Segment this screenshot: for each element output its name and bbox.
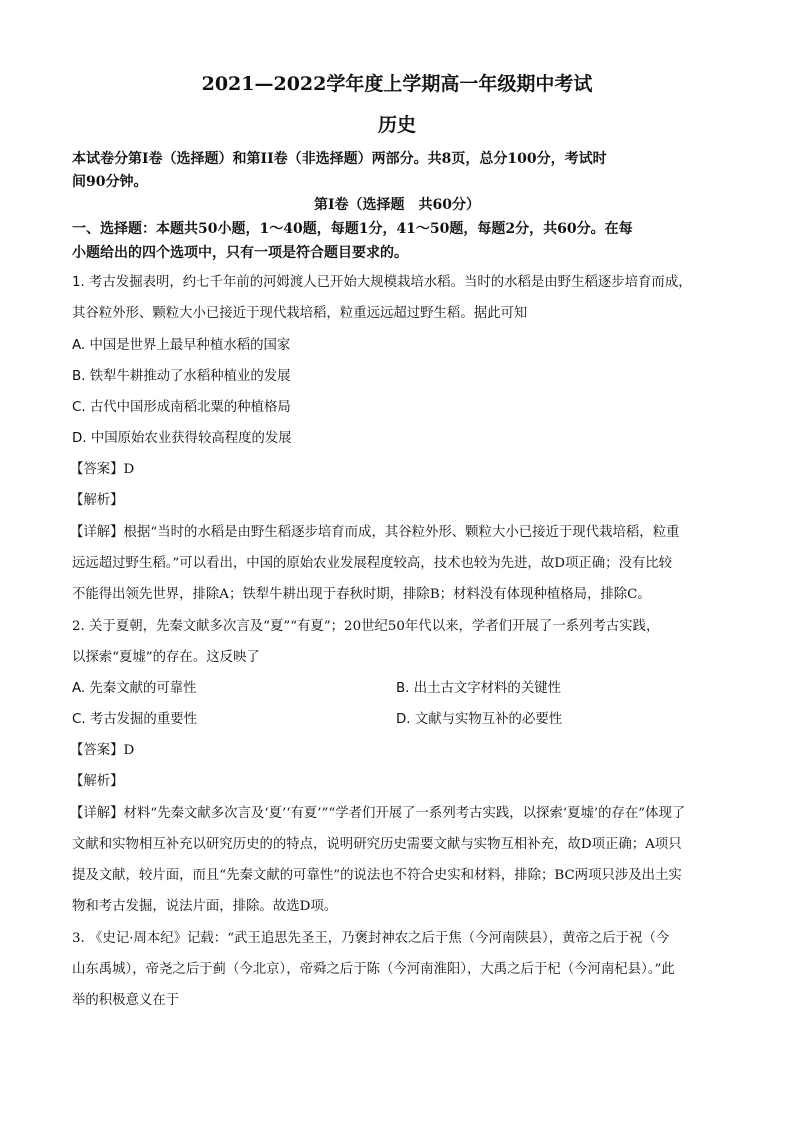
q1-option-c: C. 古代中国形成南稻北粟的种植格局 <box>72 400 291 415</box>
section-heading: 第Ⅰ卷（选择题 共60分） <box>313 197 481 213</box>
exam-title: 2021—2022学年度上学期高一年级期中考试 <box>201 73 593 95</box>
q1-detail-2: 远远超过野生稻。”可以看出，中国的原始农业发展程度较高，技术也较为先进，故D项正确；没有比较 <box>72 556 673 571</box>
q3-stem-2: 山东禹城），帝尧之后于蓟（今北京），帝舜之后于陈（今河南淮阳），大禹之后于杞（今河南杞县）。”此 <box>72 962 675 977</box>
q1-stem-2: 其谷粒外形、颗粒大小已接近于现代栽培稻，粒重远远超过野生稻。据此可知 <box>72 306 528 321</box>
q2-option-b: B. 出土古文字材料的关键性 <box>396 681 561 696</box>
q2-analysis-label: 【解析】 <box>70 774 124 789</box>
q1-detail-1: 【详解】根据“当时的水稻是由野生稻逐步培育而成，其谷粒外形、颗粒大小已接近于现代栽培稻，粒重 <box>70 525 680 540</box>
q2-detail-4: 物和考古发掘，说法片面，排除。故选D项。 <box>72 899 338 914</box>
q3-stem-1: 3. 《史记·周本纪》记载：“武王追思先圣王，乃褒封神农之后于焦（今河南陕县），黄帝之后于祝（今 <box>72 931 670 946</box>
q1-analysis-label: 【解析】 <box>70 493 124 508</box>
q2-detail-3: 提及文献，较片面，而且“先秦文献的可靠性”的说法也不符合史实和材料，排除；BC两项只涉及出土实 <box>72 868 682 883</box>
q2-option-a: A. 先秦文献的可靠性 <box>72 681 197 696</box>
section-instructions-1: 一、选择题：本题共50小题，1～40题，每题1分，41～50题，每题2分，共60分。在每 <box>72 221 633 237</box>
q2-detail-1: 【详解】材料“先秦文献多次言及‘夏’‘有夏’”“学者们开展了一系列考古实践，以探索‘夏墟’的存在”体现了 <box>70 806 686 821</box>
q2-option-d: D. 文献与实物互补的必要性 <box>396 712 563 727</box>
section-instructions-2: 小题给出的四个选项中，只有一项是符合题目要求的。 <box>72 245 408 261</box>
q1-option-d: D. 中国原始农业获得较高程度的发展 <box>72 431 292 446</box>
q1-detail-3: 不能得出领先世界，排除A；铁犁牛耕出现于春秋时期，排除B；材料没有体现种植格局，排除C。 <box>72 587 651 602</box>
q1-option-a: A. 中国是世界上最早种植水稻的国家 <box>72 338 291 353</box>
intro-line-2: 间90分钟。 <box>72 174 148 190</box>
q2-stem-1: 2. 关于夏朝，先秦文献多次言及“夏”“有夏”；20世纪50年代以来，学者们开展了一系列考古实践， <box>72 619 660 634</box>
q1-answer: 【答案】D <box>70 462 135 477</box>
q2-stem-2: 以探索“夏墟”的存在。这反映了 <box>72 650 260 665</box>
q2-answer: 【答案】D <box>70 743 135 758</box>
q2-option-c: C. 考古发掘的重要性 <box>72 712 197 727</box>
q1-stem-1: 1. 考古发掘表明，约七千年前的河姆渡人已开始大规模栽培水稻。当时的水稻是由野生稻逐步培育而成， <box>72 275 692 290</box>
q3-stem-3: 举的积极意义在于 <box>72 993 180 1008</box>
q2-detail-2: 文献和实物相互补充以研究历史的的特点，说明研究历史需要文献与实物互相补充，故D项正确；A项只 <box>72 837 682 852</box>
subject-title: 历史 <box>377 114 416 136</box>
q1-option-b: B. 铁犁牛耕推动了水稻种植业的发展 <box>72 369 291 384</box>
intro-line-1: 本试卷分第Ⅰ卷（选择题）和第II卷（非选择题）两部分。共8页，总分100分，考试时 <box>72 151 607 167</box>
